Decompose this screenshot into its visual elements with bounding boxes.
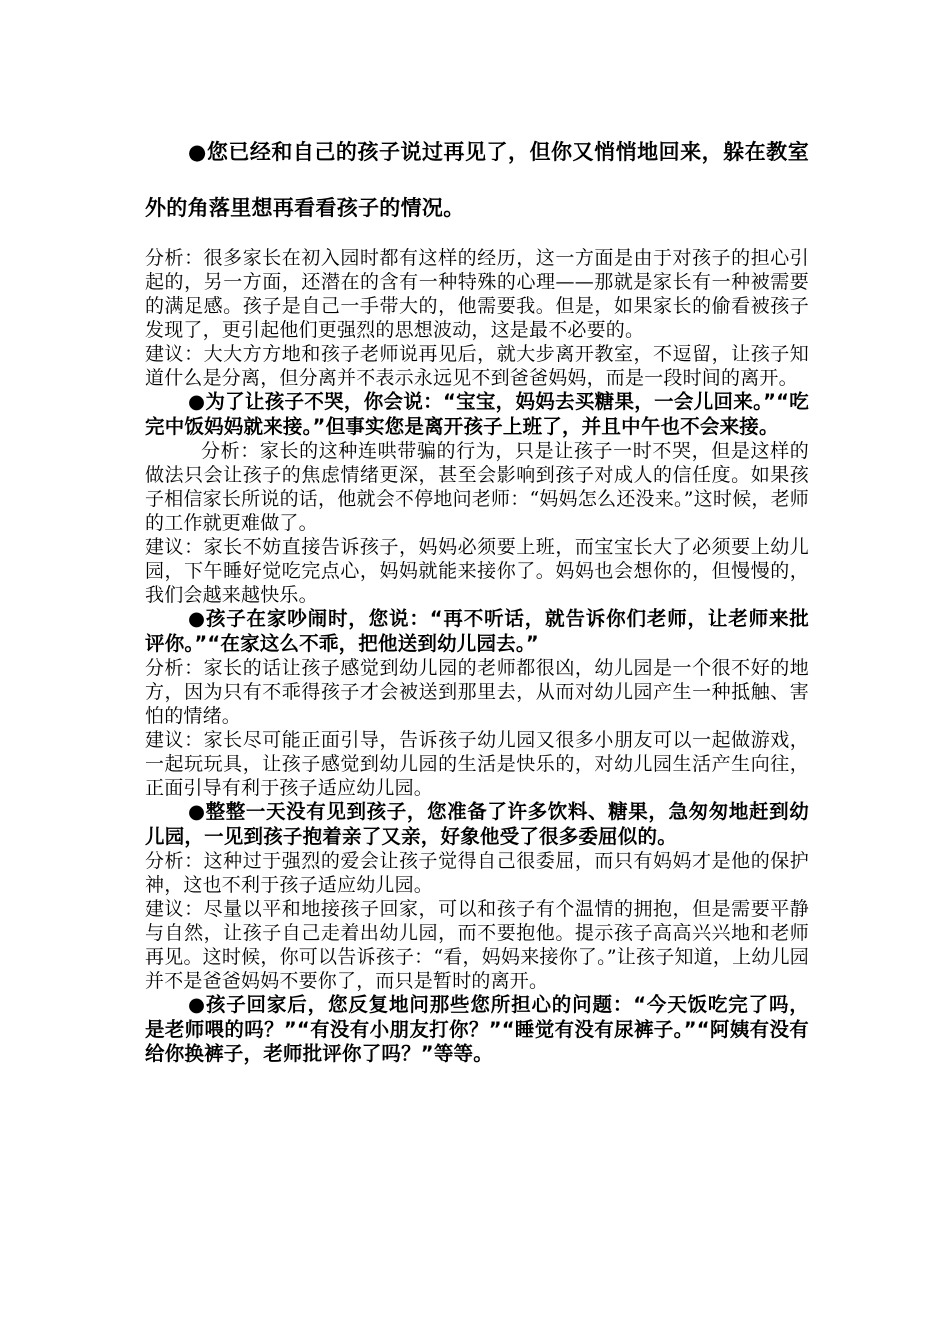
document-page: [145, 0, 809, 1067]
section-5-heading: ●孩子回家后，您反复地问那些您所担心的问题：“今天饭吃完了吗，是老师喂的吗？”“有没有小朋友打你？”“睡觉有没有尿裤子。”“阿姨有没有给你换裤子，老师批评你了吗？”等等。: [145, 993, 809, 1065]
section-4-suggestion: 建议：尽量以平和地接孩子回家，可以和孩子有个温情的拥抱，但是需要平静与自然，让孩子自己走着出幼儿园，而不要抱他。提示孩子高高兴兴地和老师再见。这时候，你可以告诉孩子：“看，妈妈来接你了。”让孩子知道，上幼儿园并不是爸爸妈妈不要你了，而只是暂时的离开。: [145, 898, 809, 992]
section-1-analysis: 分析：很多家长在初入园时都有这样的经历，这一方面是由于对孩子的担心引起的，另一方面，还潜在的含有一种特殊的心理——那就是家长有一种被需要的满足感。孩子是自己一手带大的，他需要我。但是，如果家长的偷看被孩子发现了，更引起他们更强烈的思想波动，这是最不必要的。: [145, 247, 809, 341]
section-2-suggestion: 建议：家长不妨直接告诉孩子，妈妈必须要上班，而宝宝长大了必须要上幼儿园，下午睡好觉吃完点心，妈妈就能来接你了。妈妈也会想你的，但慢慢的，我们会越来越快乐。: [145, 536, 809, 606]
section-4-analysis: 分析：这种过于强烈的爱会让孩子觉得自己很委屈，而只有妈妈才是他的保护神，这也不利于孩子适应幼儿园。: [145, 850, 809, 896]
section-1-heading: ●您已经和自己的孩子说过再见了，但你又悄悄地回来，躲在教室外的角落里想再看看孩子的情况。: [145, 140, 809, 220]
section-3-heading: ●孩子在家吵闹时，您说：“再不听话，就告诉你们老师，让老师来批评你。”“在家这么不乖，把他送到幼儿园去。”: [145, 607, 809, 655]
section-3-analysis: 分析：家长的话让孩子感觉到幼儿园的老师都很凶，幼儿园是一个很不好的地方，因为只有不乖得孩子才会被送到那里去，从而对幼儿园产生一种抵触、害怕的情绪。: [145, 657, 809, 727]
section-1-suggestion: 建议：大大方方地和孩子老师说再见后，就大步离开教室，不逗留，让孩子知道什么是分离，但分离并不表示永远见不到爸爸妈妈，而是一段时间的离开。: [145, 343, 809, 389]
section-2-analysis: 分析：家长的这种连哄带骗的行为，只是让孩子一时不哭，但是这样的做法只会让孩子的焦虑情绪更深，甚至会影响到孩子对成人的信任度。如果孩子相信家长所说的话，他就会不停地问老师：“妈妈怎么还没来。”这时候，老师的工作就更难做了。: [145, 440, 809, 534]
section-2-heading: ●为了让孩子不哭，你会说：“宝宝，妈妈去买糖果，一会儿回来。”“吃完中饭妈妈就来接。”但事实您是离开孩子上班了，并且中午也不会来接。: [145, 390, 809, 438]
section-3-suggestion: 建议：家长尽可能正面引导，告诉孩子幼儿园又很多小朋友可以一起做游戏，一起玩玩具，让孩子感觉到幼儿园的生活是快乐的，对幼儿园生活产生向往，正面引导有利于孩子适应幼儿园。: [145, 729, 809, 799]
section-4-heading: ●整整一天没有见到孩子，您准备了许多饮料、糖果，急匆匆地赶到幼儿园，一见到孩子抱着亲了又亲，好象他受了很多委屈似的。: [145, 800, 809, 848]
